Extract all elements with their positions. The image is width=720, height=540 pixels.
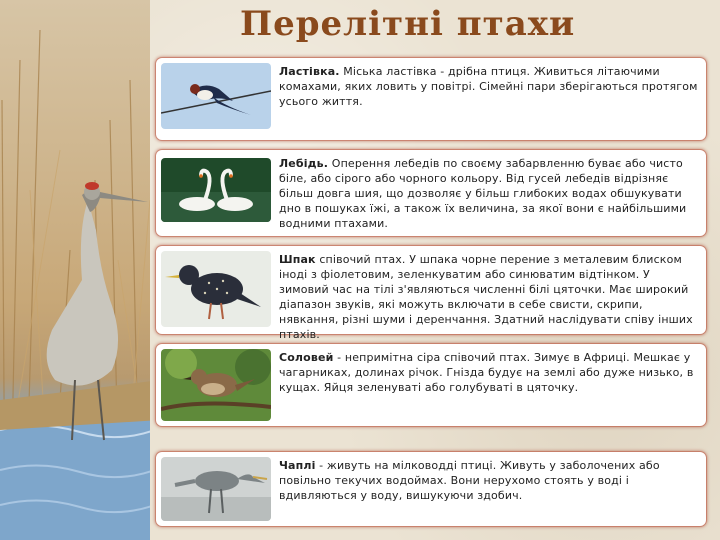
bird-name: Соловей bbox=[279, 351, 334, 364]
bird-card-nightingale bbox=[156, 344, 706, 426]
bird-card-swan bbox=[156, 150, 706, 236]
swan-description bbox=[279, 156, 698, 231]
crane-photo bbox=[0, 0, 160, 540]
bird-name: Чаплі bbox=[279, 459, 316, 472]
bird-desc: - живуть на мілководді птиці. Живуть у заболочених або повільно текучих водоймах. Вони нерухомо стоять у воді і вдивляються у воду, вишукуючи здобич. bbox=[279, 459, 660, 502]
bird-name: Шпак bbox=[279, 253, 316, 266]
starling-description bbox=[279, 252, 698, 342]
heron-photo bbox=[161, 457, 271, 521]
bird-card-starling bbox=[156, 246, 706, 341]
page-title: Перелітні птахи bbox=[240, 4, 576, 44]
nightingale-description bbox=[279, 350, 698, 395]
bird-card-heron bbox=[156, 452, 706, 526]
bird-desc: - непримітна сіра співочий птах. Зимує в Африці. Мешкає у чагарниках, долинах річок. Гнізда будує на землі або дуже низько, в кущах. Яйця зеленуваті або голубуваті в цяточку. bbox=[279, 351, 694, 394]
swallow-description bbox=[279, 64, 698, 109]
bird-name: Лебідь. bbox=[279, 157, 329, 170]
bird-desc: співочий птах. У шпака чорне перение з металевим блиском іноді з фіолетовим, зеленкуватим або синюватим відтінком. У зимовий час на тілі з'являються численні білі цяточки. Має широкий діапазон звуків, які можуть включати в себе свисти, скрипи, нявкання, різні шуми і деренчання. Здатний наслідувати співу інших птахів. bbox=[279, 253, 693, 341]
bird-desc: Міська ластівка - дрібна птиця. Живиться літаючими комахами, яких ловить у повітрі. Сімейні пари зберігаються протягом усього життя. bbox=[279, 65, 698, 108]
swan-photo bbox=[161, 158, 271, 222]
starling-photo bbox=[161, 251, 271, 327]
bird-desc: Оперення лебедів по своєму забарвленню буває або чисто біле, або сірого або чорного кольору. Від гусей лебедів відрізняє більш довга шия, що дозволяє у більш глибоких водах обшукувати дно в пошуках їжі, а також їх величина, за якої вони є найбільшими водними птахами. bbox=[279, 157, 687, 230]
swallow-photo bbox=[161, 63, 271, 129]
bird-name: Ластівка. bbox=[279, 65, 340, 78]
bird-card-swallow bbox=[156, 58, 706, 140]
heron-description bbox=[279, 458, 698, 503]
nightingale-photo bbox=[161, 349, 271, 421]
